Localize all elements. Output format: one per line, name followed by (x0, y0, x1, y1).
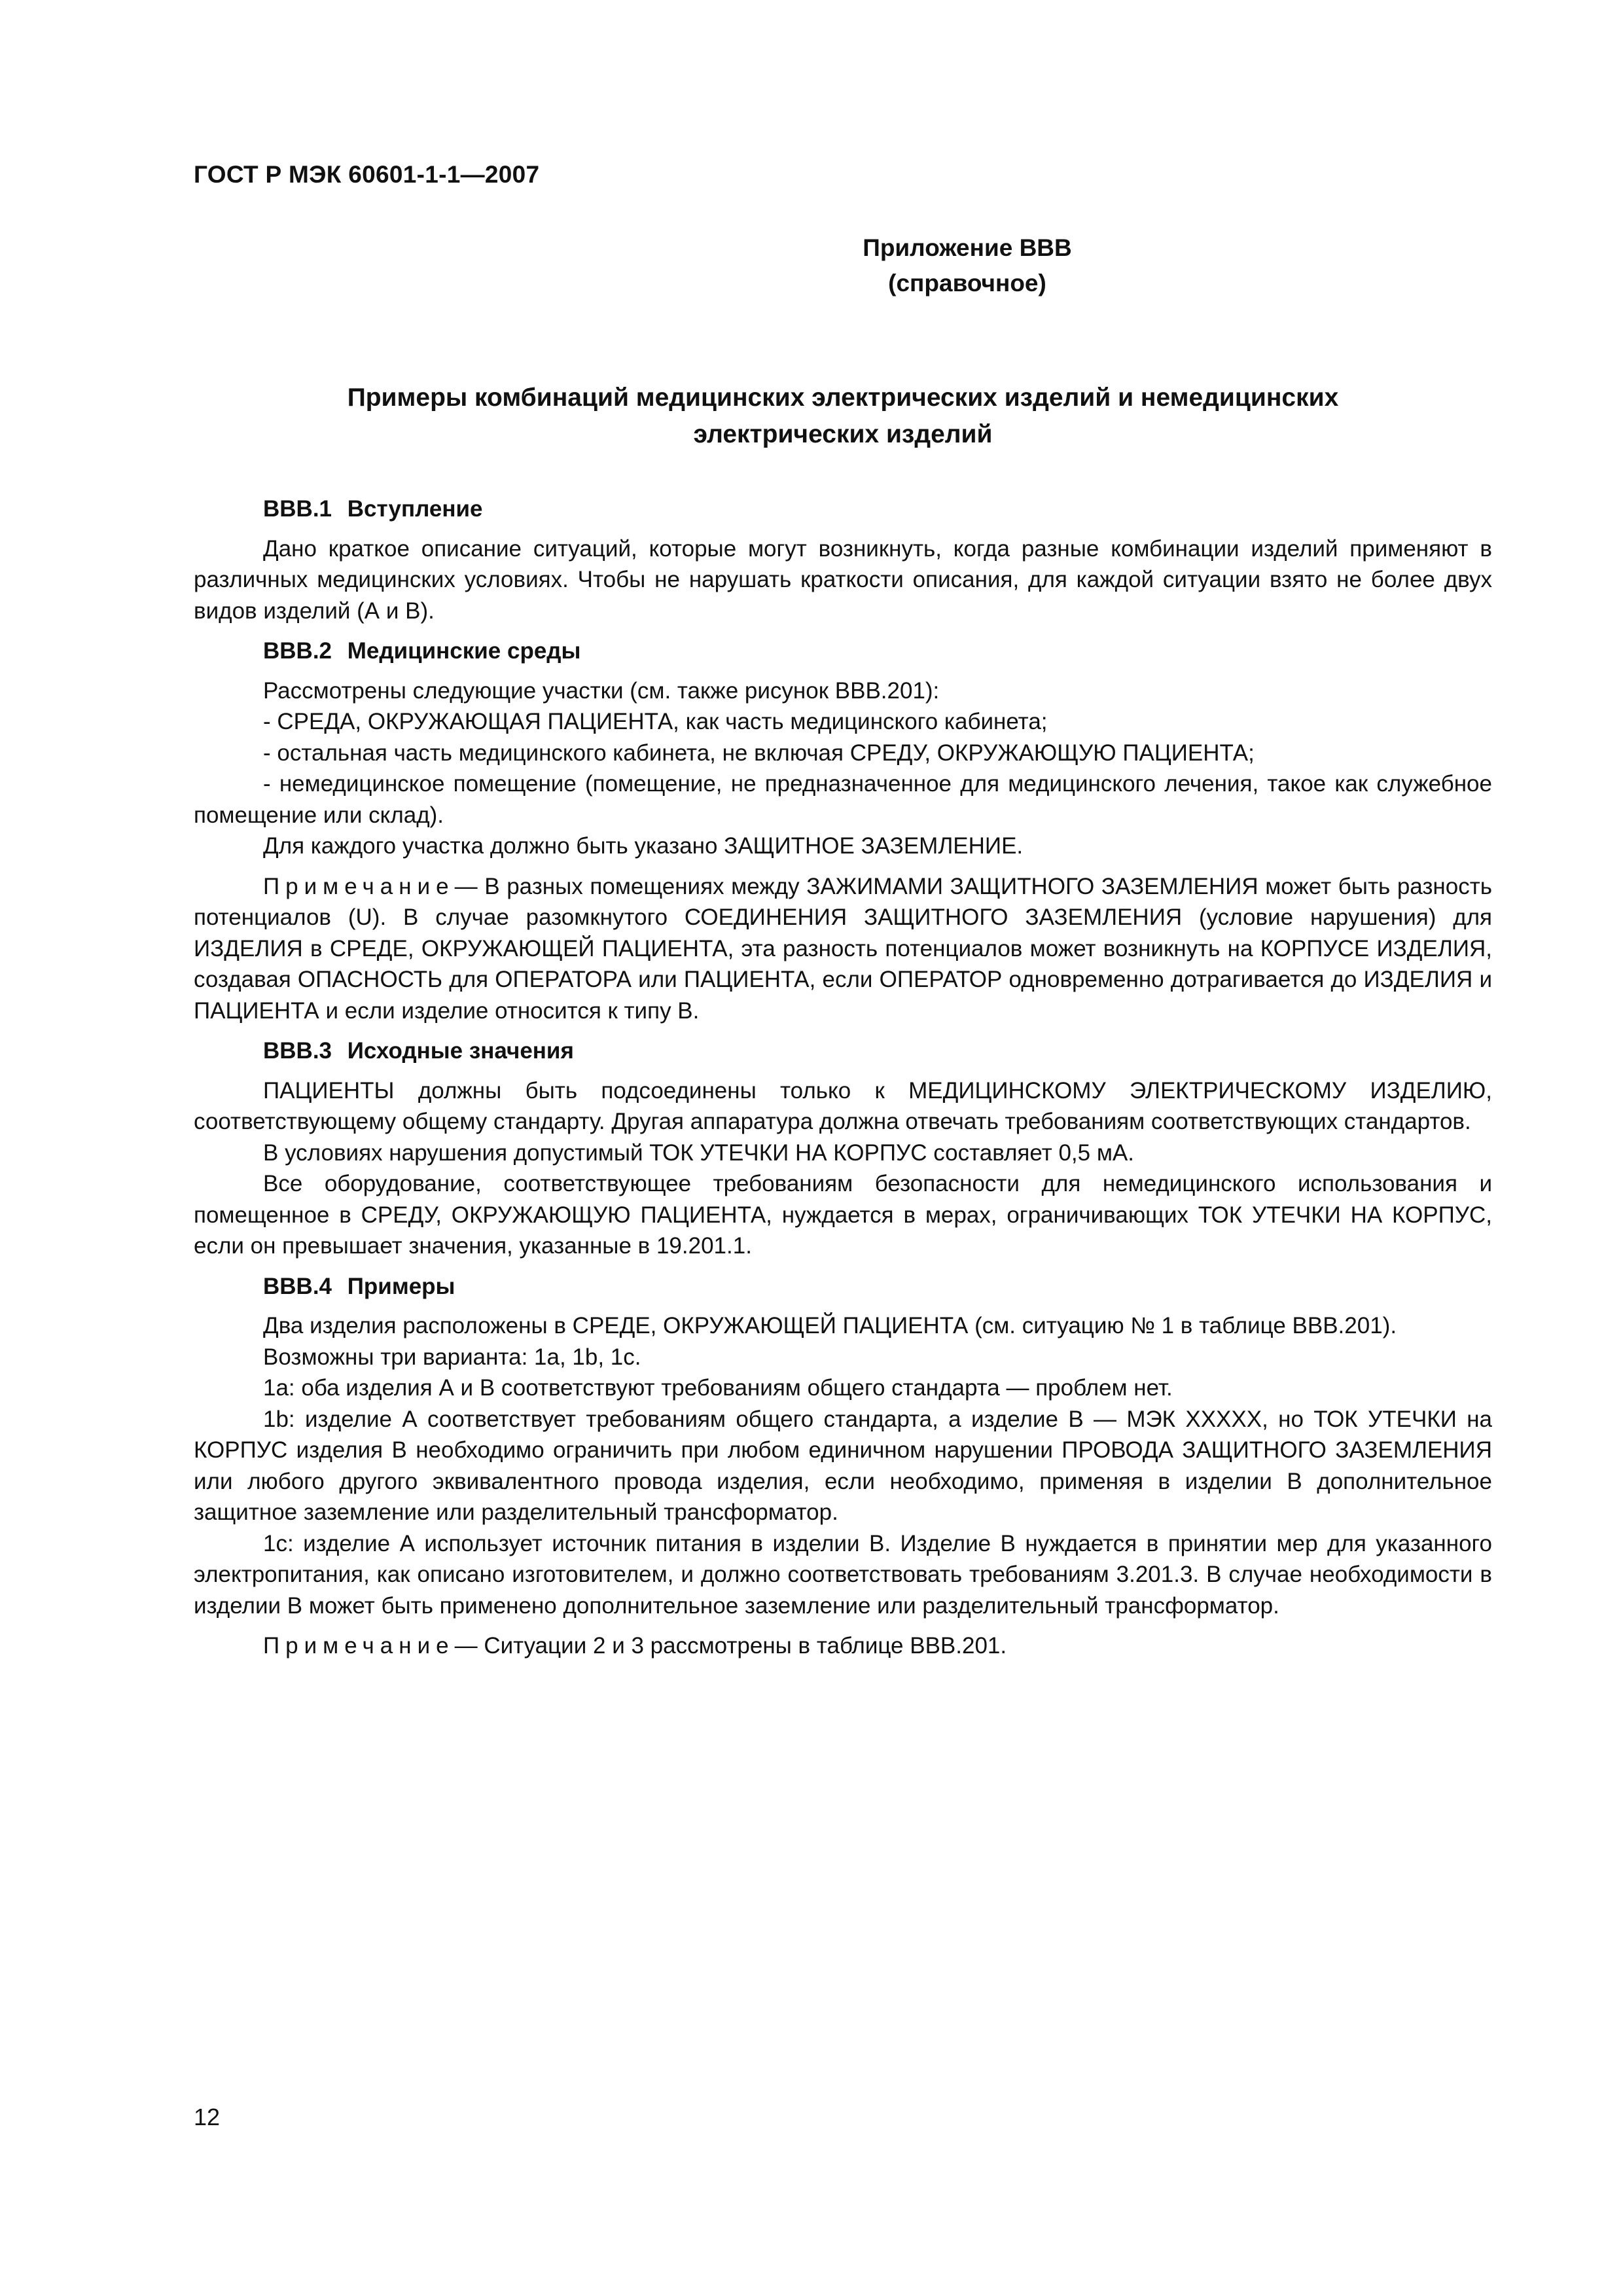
note (194, 1630, 1492, 1662)
annex-label: Приложение ВВВ (863, 234, 1072, 261)
paragraph: Все оборудование, соответствующее требованиям безопасности для немедицинского использования и помещенное в СРЕДУ, ОКРУЖАЮЩУЮ ПАЦИЕНТА, нуждается в мерах, ограничивающих ТОК УТЕЧКИ НА КОРПУС, если он превышает значения, указанные в 19.201.1. (194, 1171, 1492, 1259)
note-label: Примечание (263, 1633, 455, 1659)
note (194, 871, 1492, 1027)
section-heading-introduction (194, 493, 1492, 525)
section-heading-medical-environments (194, 636, 1492, 667)
paragraph: Два изделия расположены в СРЕДЕ, ОКРУЖАЮЩЕЙ ПАЦИЕНТА (см. ситуацию № 1 в таблице ВВВ.201). (263, 1313, 1397, 1338)
paragraph: Дано краткое описание ситуаций, которые могут возникнуть, когда разные комбинации изделий применяют в различных медицинских условиях. Чтобы не нарушать краткости описания, для каждой ситуации взято не более двух видов изделий (А и В). (194, 535, 1492, 624)
section-number: ВВВ.4 (263, 1273, 332, 1299)
note-text: — В разных помещениях между ЗАЖИМАМИ ЗАЩИТНОГО ЗАЗЕМЛЕНИЯ может быть разность потенциалов (U). В случае разомкнутого СОЕДИНЕНИЯ ЗАЩИТНОГО ЗАЗЕМЛЕНИЯ (условие нарушения) для ИЗДЕЛИЯ в СРЕДЕ, ОКРУЖАЮЩЕЙ ПАЦИЕНТА, эта разность потенциалов может возникнуть на КОРПУСЕ ИЗДЕЛИЯ, создавая ОПАСНОСТЬ для ОПЕРАТОРА или ПАЦИЕНТА, если ОПЕРАТОР одновременно дотрагивается до ИЗДЕЛИЯ и ПАЦИЕНТА и если изделие относится к типу В. (194, 873, 1492, 1024)
paragraph: Для каждого участка должно быть указано ЗАЩИТНОЕ ЗАЗЕМЛЕНИЕ. (263, 833, 1024, 859)
list-item: - СРЕДА, ОКРУЖАЮЩАЯ ПАЦИЕНТА, как часть медицинского кабинета; (263, 709, 1048, 734)
annex-label-block (194, 230, 1492, 301)
section-number: ВВВ.3 (263, 1038, 332, 1064)
section-heading-examples (194, 1271, 1492, 1302)
section-title: Вступление (347, 496, 483, 522)
document-body (194, 493, 1492, 1671)
paragraph: Возможны три варианта: 1a, 1b, 1c. (263, 1344, 641, 1370)
paragraph: В условиях нарушения допустимый ТОК УТЕЧКИ НА КОРПУС составляет 0,5 мА. (263, 1139, 1134, 1166)
annex-type: (справочное) (888, 270, 1046, 296)
annex-title-line-2: электрических изделий (693, 420, 993, 448)
annex-title (194, 380, 1492, 453)
document-header: ГОСТ Р МЭК 60601-1-1—2007 (194, 161, 540, 188)
section-number: ВВВ.2 (263, 638, 332, 664)
paragraph: Рассмотрены следующие участки (см. также рисунок ВВВ.201): (263, 677, 940, 704)
section-title: Примеры (347, 1273, 455, 1299)
page-number: 12 (194, 2104, 221, 2130)
list-item: - остальная часть медицинского кабинета, не включая СРЕДУ, ОКРУЖАЮЩУЮ ПАЦИЕНТА; (263, 740, 1255, 766)
paragraph: ПАЦИЕНТЫ должны быть подсоединены только к МЕДИЦИНСКОМУ ЭЛЕКТРИЧЕСКОМУ ИЗДЕЛИЮ, соответствующему общему стандарту. Другая аппаратура должна отвечать требованиям соответствующих стандартов. (194, 1077, 1492, 1134)
paragraph: 1a: оба изделия А и В соответствуют требованиям общего стандарта — проблем нет. (263, 1375, 1173, 1401)
section-title: Исходные значения (347, 1038, 574, 1064)
paragraph: 1c: изделие А использует источник питания в изделии В. Изделие В нуждается в принятии мер для указанного электропитания, как описано изготовителем, и должно соответствовать требованиям 3.201.3. В случае необходимости в изделии В может быть применено дополнительное заземление или разделительный трансформатор. (194, 1530, 1492, 1619)
paragraph: 1b: изделие А соответствует требованиям общего стандарта, а изделие В — МЭК XXXXX, но ТОК УТЕЧКИ на КОРПУС изделия В необходимо ограничить при любом единичном нарушении ПРОВОДА ЗАЩИТНОГО ЗАЗЕМЛЕНИЯ или любого другого эквивалентного провода изделия, если необходимо, применяя в изделии В дополнительное защитное заземление или разделительный трансформатор. (194, 1406, 1492, 1525)
note-label: Примечание (263, 873, 455, 899)
section-heading-initial-values (194, 1035, 1492, 1067)
annex-title-line-1: Примеры комбинаций медицинских электрических изделий и немедицинских (347, 384, 1339, 412)
note-text: — Ситуации 2 и 3 рассмотрены в таблице ВВВ.201. (454, 1633, 1007, 1659)
list-item: - немедицинское помещение (помещение, не предназначенное для медицинского лечения, такое как служебное помещение или склад). (194, 771, 1492, 828)
section-number: ВВВ.1 (263, 496, 332, 522)
section-title: Медицинские среды (347, 638, 581, 664)
